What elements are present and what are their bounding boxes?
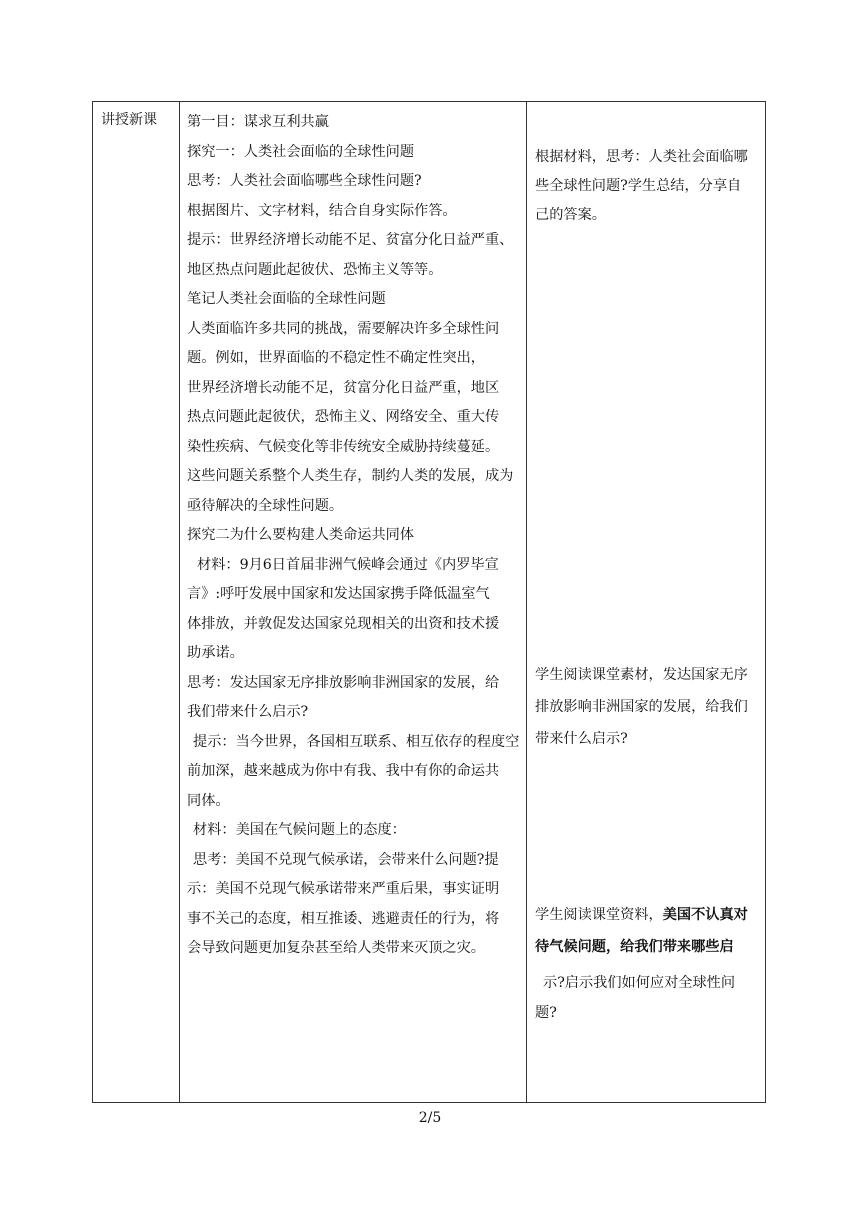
activity-line: 学生阅读课堂素材，发达国家无序: [535, 667, 748, 683]
content-line: 探究二为什么要构建人类命运共同体: [187, 527, 415, 543]
content-line: 根据图片、文字材料，结合自身实际作答。: [187, 202, 457, 219]
activity-cell: [527, 102, 766, 1103]
content-line: 体排放，并敦促发达国家兑现相关的出资和技术援: [187, 615, 500, 632]
content-line: 探究一：人类社会面临的全球性问题: [187, 143, 415, 160]
content-line: 思考：发达国家无序排放影响非洲国家的发展，给: [187, 674, 500, 691]
table-row: [93, 102, 766, 1103]
content-line: 材料：美国在气候问题上的态度：: [193, 822, 406, 838]
activity-line: [535, 901, 748, 931]
activity-line: 己的答案。: [535, 207, 606, 223]
content-line: 思考：人类社会面临哪些全球性问题?: [187, 173, 422, 189]
content-line: 人类面临许多共同的挑战，需要解决许多全球性问: [187, 320, 500, 337]
content-line: 亟待解决的全球性问题。: [187, 497, 344, 514]
activity-line: 些全球性问题?学生总结，分享自: [535, 178, 742, 194]
content-line: 题。例如，世界面临的不稳定性不确定性突出，: [187, 350, 485, 366]
content-line: 染性疾病、气候变化等非传统安全威胁持续蔓延。: [187, 438, 500, 455]
activity-line: 排放影响非洲国家的发展，给我们: [535, 699, 748, 715]
activity-line: 示?启示我们如何应对全球性问: [543, 975, 736, 991]
content-line: 提示：世界经济增长动能不足、贫富分化日益严重、: [187, 232, 514, 248]
section-cell: [93, 102, 180, 1103]
activity-line: 带来什么启示?: [535, 731, 628, 747]
content-line: 思考：美国不兑现气候承诺，会带来什么问题?提: [193, 851, 499, 868]
activity-line: 根据材料，思考：人类社会面临哪: [535, 149, 748, 165]
content-line: 地区热点问题此起彼伏、恐怖主义等等。: [187, 261, 443, 278]
activity-text: 学生阅读课堂资料，: [535, 907, 663, 923]
content-line: 笔记人类社会面临的全球性问题: [187, 291, 386, 307]
content-line: 我们带来什么启示?: [187, 704, 309, 720]
content-line: 会导致问题更加复杂甚至给人类带来灭顶之灾。: [187, 940, 485, 956]
content-line: 提示：当今世界，各国相互联系、相互依存的程度空: [193, 733, 520, 750]
activity-emphasis: 待气候问题，给我们带来哪些启: [535, 939, 734, 955]
content-line: 助承诺。: [187, 645, 244, 661]
content-line: 前加深，越来越成为你中有我、我中有你的命运共: [187, 763, 500, 779]
content-line: 热点问题此起彼伏，恐怖主义、网络安全、重大传: [187, 409, 500, 425]
content-line: 第一目：谋求互利共赢: [187, 114, 329, 130]
content-line: 事不关己的态度，相互推诿、逃避责任的行为，将: [187, 910, 500, 927]
content-line: 示：美国不兑现气候承诺带来严重后果，事实证明: [187, 881, 500, 897]
content-line: 世界经济增长动能不足，贫富分化日益严重，地区: [187, 379, 500, 396]
lesson-plan-table: [92, 101, 766, 1103]
content-line: 同体。: [187, 792, 230, 809]
content-cell: [180, 102, 527, 1103]
activity-emphasis: 美国不认真对: [662, 907, 748, 923]
content-line: 这些问题关系整个人类生存，制约人类的发展，成为: [187, 468, 514, 484]
activity-line: 题?: [535, 1005, 557, 1021]
section-label: 讲授新课: [101, 112, 157, 128]
page-number: 2/5: [418, 1110, 442, 1126]
content-line: 言》:呼吁发展中国家和发达国家携手降低温室气: [187, 586, 490, 602]
content-line: 材料：9月6日首届非洲气候峰会通过《内罗毕宣: [197, 556, 499, 573]
